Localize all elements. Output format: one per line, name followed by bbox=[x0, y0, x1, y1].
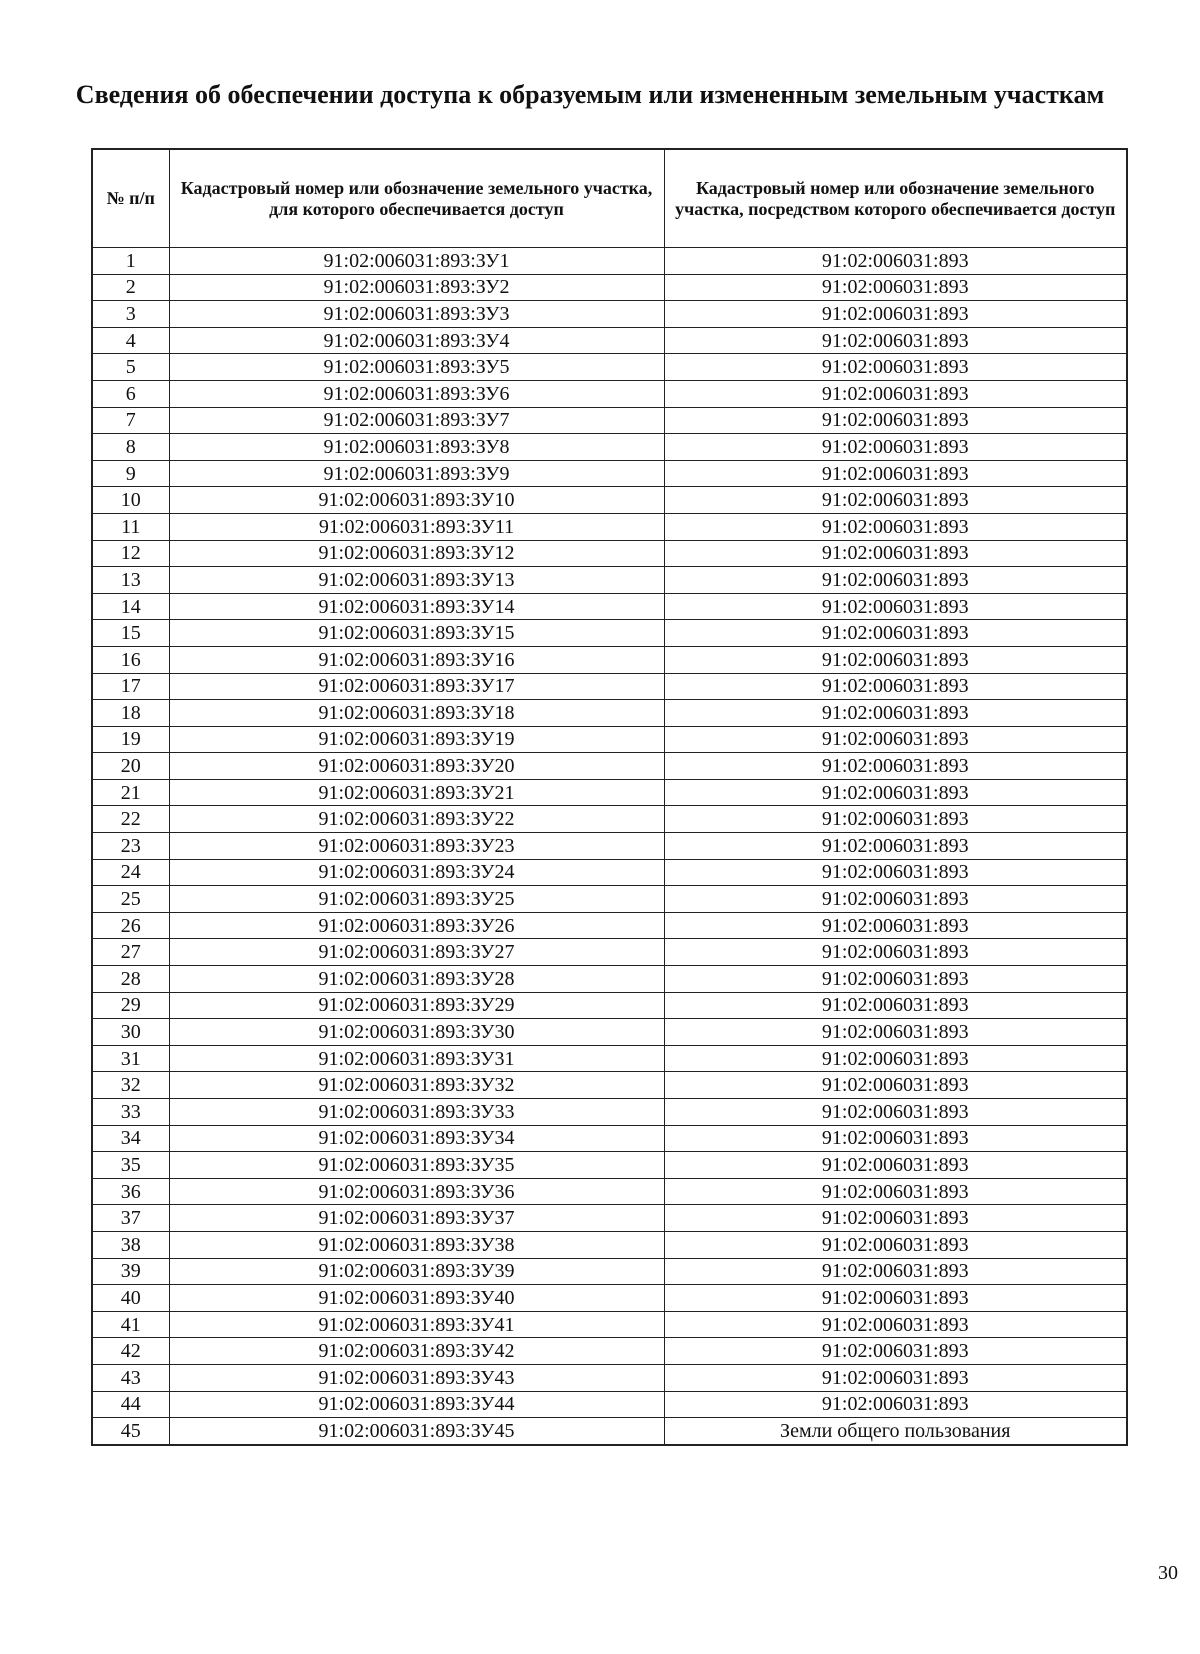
table-row bbox=[92, 966, 1127, 993]
cell-row-number: 32 bbox=[92, 1072, 169, 1099]
cell-target-parcel: 91:02:006031:893:ЗУ1 bbox=[169, 248, 664, 275]
cell-target-parcel: 91:02:006031:893:ЗУ22 bbox=[169, 806, 664, 833]
cell-target-parcel: 91:02:006031:893:ЗУ26 bbox=[169, 912, 664, 939]
table-row bbox=[92, 859, 1127, 886]
cell-access-parcel: 91:02:006031:893 bbox=[664, 1311, 1127, 1338]
cell-access-parcel: 91:02:006031:893 bbox=[664, 1338, 1127, 1365]
cell-access-parcel: 91:02:006031:893 bbox=[664, 620, 1127, 647]
table-row bbox=[92, 1364, 1127, 1391]
table-row bbox=[92, 779, 1127, 806]
cell-row-number: 17 bbox=[92, 673, 169, 700]
cell-target-parcel: 91:02:006031:893:ЗУ28 bbox=[169, 966, 664, 993]
header-row-number: № п/п bbox=[92, 149, 169, 248]
cell-row-number: 25 bbox=[92, 886, 169, 913]
cell-access-parcel: 91:02:006031:893 bbox=[664, 1178, 1127, 1205]
cell-row-number: 39 bbox=[92, 1258, 169, 1285]
cell-target-parcel: 91:02:006031:893:ЗУ10 bbox=[169, 487, 664, 514]
cell-row-number: 35 bbox=[92, 1152, 169, 1179]
cell-access-parcel: 91:02:006031:893 bbox=[664, 1019, 1127, 1046]
table-header-row bbox=[92, 149, 1127, 248]
table-header bbox=[92, 149, 1127, 248]
cell-target-parcel: 91:02:006031:893:ЗУ9 bbox=[169, 460, 664, 487]
cell-row-number: 11 bbox=[92, 513, 169, 540]
table-row bbox=[92, 939, 1127, 966]
cell-access-parcel: 91:02:006031:893 bbox=[664, 1152, 1127, 1179]
table-row bbox=[92, 1125, 1127, 1152]
cell-access-parcel: 91:02:006031:893 bbox=[664, 460, 1127, 487]
cell-row-number: 22 bbox=[92, 806, 169, 833]
cell-row-number: 23 bbox=[92, 833, 169, 860]
cell-target-parcel: 91:02:006031:893:ЗУ27 bbox=[169, 939, 664, 966]
cell-access-parcel: 91:02:006031:893 bbox=[664, 726, 1127, 753]
cell-target-parcel: 91:02:006031:893:ЗУ2 bbox=[169, 274, 664, 301]
table-row bbox=[92, 487, 1127, 514]
table-row bbox=[92, 1418, 1127, 1445]
cell-access-parcel: 91:02:006031:893 bbox=[664, 248, 1127, 275]
cell-access-parcel: 91:02:006031:893 bbox=[664, 1072, 1127, 1099]
cell-row-number: 26 bbox=[92, 912, 169, 939]
cell-target-parcel: 91:02:006031:893:ЗУ32 bbox=[169, 1072, 664, 1099]
cell-row-number: 40 bbox=[92, 1285, 169, 1312]
table-row bbox=[92, 248, 1127, 275]
cell-target-parcel: 91:02:006031:893:ЗУ23 bbox=[169, 833, 664, 860]
cell-row-number: 10 bbox=[92, 487, 169, 514]
cell-target-parcel: 91:02:006031:893:ЗУ36 bbox=[169, 1178, 664, 1205]
table-row bbox=[92, 1178, 1127, 1205]
cell-row-number: 7 bbox=[92, 407, 169, 434]
table-row bbox=[92, 646, 1127, 673]
cell-row-number: 45 bbox=[92, 1418, 169, 1445]
cell-access-parcel: 91:02:006031:893 bbox=[664, 859, 1127, 886]
cell-target-parcel: 91:02:006031:893:ЗУ43 bbox=[169, 1364, 664, 1391]
cell-target-parcel: 91:02:006031:893:ЗУ15 bbox=[169, 620, 664, 647]
cell-row-number: 33 bbox=[92, 1099, 169, 1126]
table-row bbox=[92, 700, 1127, 727]
table-row bbox=[92, 806, 1127, 833]
cell-target-parcel: 91:02:006031:893:ЗУ11 bbox=[169, 513, 664, 540]
cell-access-parcel: 91:02:006031:893 bbox=[664, 646, 1127, 673]
cell-access-parcel: 91:02:006031:893 bbox=[664, 966, 1127, 993]
table-row bbox=[92, 434, 1127, 461]
table-row bbox=[92, 540, 1127, 567]
table-row bbox=[92, 380, 1127, 407]
cell-target-parcel: 91:02:006031:893:ЗУ34 bbox=[169, 1125, 664, 1152]
table-row bbox=[92, 1019, 1127, 1046]
table-row bbox=[92, 1205, 1127, 1232]
table-row bbox=[92, 833, 1127, 860]
cell-target-parcel: 91:02:006031:893:ЗУ4 bbox=[169, 327, 664, 354]
cell-target-parcel: 91:02:006031:893:ЗУ6 bbox=[169, 380, 664, 407]
cell-target-parcel: 91:02:006031:893:ЗУ7 bbox=[169, 407, 664, 434]
cell-access-parcel: 91:02:006031:893 bbox=[664, 434, 1127, 461]
table-row bbox=[92, 1045, 1127, 1072]
cell-row-number: 2 bbox=[92, 274, 169, 301]
cell-row-number: 38 bbox=[92, 1231, 169, 1258]
cell-row-number: 16 bbox=[92, 646, 169, 673]
cell-access-parcel: 91:02:006031:893 bbox=[664, 354, 1127, 381]
cell-target-parcel: 91:02:006031:893:ЗУ21 bbox=[169, 779, 664, 806]
cell-row-number: 4 bbox=[92, 327, 169, 354]
cell-row-number: 27 bbox=[92, 939, 169, 966]
cell-target-parcel: 91:02:006031:893:ЗУ12 bbox=[169, 540, 664, 567]
cell-access-parcel: 91:02:006031:893 bbox=[664, 327, 1127, 354]
cell-target-parcel: 91:02:006031:893:ЗУ5 bbox=[169, 354, 664, 381]
cell-target-parcel: 91:02:006031:893:ЗУ30 bbox=[169, 1019, 664, 1046]
cell-target-parcel: 91:02:006031:893:ЗУ42 bbox=[169, 1338, 664, 1365]
cell-access-parcel: 91:02:006031:893 bbox=[664, 992, 1127, 1019]
table-row bbox=[92, 1391, 1127, 1418]
cell-target-parcel: 91:02:006031:893:ЗУ13 bbox=[169, 567, 664, 594]
table-row bbox=[92, 354, 1127, 381]
cell-access-parcel: 91:02:006031:893 bbox=[664, 753, 1127, 780]
cell-target-parcel: 91:02:006031:893:ЗУ40 bbox=[169, 1285, 664, 1312]
cell-access-parcel: 91:02:006031:893 bbox=[664, 1205, 1127, 1232]
cell-access-parcel: 91:02:006031:893 bbox=[664, 912, 1127, 939]
cell-target-parcel: 91:02:006031:893:ЗУ29 bbox=[169, 992, 664, 1019]
cell-access-parcel: 91:02:006031:893 bbox=[664, 301, 1127, 328]
table-row bbox=[92, 301, 1127, 328]
access-table bbox=[91, 148, 1128, 1446]
cell-target-parcel: 91:02:006031:893:ЗУ39 bbox=[169, 1258, 664, 1285]
cell-target-parcel: 91:02:006031:893:ЗУ41 bbox=[169, 1311, 664, 1338]
cell-row-number: 14 bbox=[92, 593, 169, 620]
cell-access-parcel: 91:02:006031:893 bbox=[664, 779, 1127, 806]
cell-row-number: 44 bbox=[92, 1391, 169, 1418]
cell-target-parcel: 91:02:006031:893:ЗУ33 bbox=[169, 1099, 664, 1126]
cell-row-number: 28 bbox=[92, 966, 169, 993]
cell-row-number: 42 bbox=[92, 1338, 169, 1365]
page-number: 30 bbox=[1158, 1562, 1178, 1584]
cell-row-number: 30 bbox=[92, 1019, 169, 1046]
table-row bbox=[92, 1231, 1127, 1258]
cell-row-number: 21 bbox=[92, 779, 169, 806]
table-row bbox=[92, 407, 1127, 434]
cell-access-parcel: 91:02:006031:893 bbox=[664, 567, 1127, 594]
cell-access-parcel: 91:02:006031:893 bbox=[664, 513, 1127, 540]
cell-access-parcel: 91:02:006031:893 bbox=[664, 886, 1127, 913]
table-row bbox=[92, 513, 1127, 540]
cell-row-number: 24 bbox=[92, 859, 169, 886]
cell-access-parcel: 91:02:006031:893 bbox=[664, 407, 1127, 434]
cell-access-parcel: 91:02:006031:893 bbox=[664, 593, 1127, 620]
cell-row-number: 18 bbox=[92, 700, 169, 727]
cell-row-number: 31 bbox=[92, 1045, 169, 1072]
table-row bbox=[92, 274, 1127, 301]
cell-target-parcel: 91:02:006031:893:ЗУ25 bbox=[169, 886, 664, 913]
cell-row-number: 15 bbox=[92, 620, 169, 647]
cell-access-parcel: 91:02:006031:893 bbox=[664, 1125, 1127, 1152]
access-table-wrapper bbox=[91, 148, 1126, 1446]
cell-target-parcel: 91:02:006031:893:ЗУ35 bbox=[169, 1152, 664, 1179]
table-row bbox=[92, 1258, 1127, 1285]
table-row bbox=[92, 620, 1127, 647]
cell-row-number: 37 bbox=[92, 1205, 169, 1232]
cell-row-number: 19 bbox=[92, 726, 169, 753]
cell-target-parcel: 91:02:006031:893:ЗУ31 bbox=[169, 1045, 664, 1072]
cell-target-parcel: 91:02:006031:893:ЗУ44 bbox=[169, 1391, 664, 1418]
table-row bbox=[92, 327, 1127, 354]
table-row bbox=[92, 886, 1127, 913]
cell-row-number: 36 bbox=[92, 1178, 169, 1205]
cell-access-parcel: 91:02:006031:893 bbox=[664, 1285, 1127, 1312]
cell-access-parcel: 91:02:006031:893 bbox=[664, 1231, 1127, 1258]
cell-row-number: 43 bbox=[92, 1364, 169, 1391]
cell-row-number: 41 bbox=[92, 1311, 169, 1338]
table-row bbox=[92, 460, 1127, 487]
cell-target-parcel: 91:02:006031:893:ЗУ8 bbox=[169, 434, 664, 461]
cell-target-parcel: 91:02:006031:893:ЗУ14 bbox=[169, 593, 664, 620]
cell-access-parcel: 91:02:006031:893 bbox=[664, 1045, 1127, 1072]
cell-access-parcel: 91:02:006031:893 bbox=[664, 274, 1127, 301]
cell-target-parcel: 91:02:006031:893:ЗУ45 bbox=[169, 1418, 664, 1445]
table-row bbox=[92, 673, 1127, 700]
cell-access-parcel: 91:02:006031:893 bbox=[664, 806, 1127, 833]
cell-row-number: 6 bbox=[92, 380, 169, 407]
cell-target-parcel: 91:02:006031:893:ЗУ24 bbox=[169, 859, 664, 886]
cell-target-parcel: 91:02:006031:893:ЗУ19 bbox=[169, 726, 664, 753]
table-row bbox=[92, 992, 1127, 1019]
cell-target-parcel: 91:02:006031:893:ЗУ20 bbox=[169, 753, 664, 780]
cell-target-parcel: 91:02:006031:893:ЗУ18 bbox=[169, 700, 664, 727]
cell-target-parcel: 91:02:006031:893:ЗУ17 bbox=[169, 673, 664, 700]
cell-row-number: 29 bbox=[92, 992, 169, 1019]
table-row bbox=[92, 1152, 1127, 1179]
cell-row-number: 34 bbox=[92, 1125, 169, 1152]
cell-access-parcel: 91:02:006031:893 bbox=[664, 487, 1127, 514]
table-row bbox=[92, 912, 1127, 939]
cell-access-parcel: 91:02:006031:893 bbox=[664, 380, 1127, 407]
table-body bbox=[92, 248, 1127, 1445]
cell-row-number: 3 bbox=[92, 301, 169, 328]
table-row bbox=[92, 1338, 1127, 1365]
cell-access-parcel: 91:02:006031:893 bbox=[664, 1364, 1127, 1391]
table-row bbox=[92, 753, 1127, 780]
cell-access-parcel: 91:02:006031:893 bbox=[664, 1099, 1127, 1126]
cell-access-parcel: 91:02:006031:893 bbox=[664, 673, 1127, 700]
cell-row-number: 13 bbox=[92, 567, 169, 594]
header-target-parcel: Кадастровый номер или обозначение земельного участка, для которого обеспечивается доступ bbox=[169, 149, 664, 248]
cell-access-parcel: 91:02:006031:893 bbox=[664, 939, 1127, 966]
cell-target-parcel: 91:02:006031:893:ЗУ38 bbox=[169, 1231, 664, 1258]
table-row bbox=[92, 726, 1127, 753]
table-row bbox=[92, 1311, 1127, 1338]
cell-row-number: 12 bbox=[92, 540, 169, 567]
document-title: Сведения об обеспечении доступа к образуемым или измененным земельным участкам bbox=[75, 80, 1105, 109]
cell-row-number: 1 bbox=[92, 248, 169, 275]
table-row bbox=[92, 1099, 1127, 1126]
cell-access-parcel: 91:02:006031:893 bbox=[664, 540, 1127, 567]
cell-row-number: 9 bbox=[92, 460, 169, 487]
table-row bbox=[92, 593, 1127, 620]
cell-access-parcel: 91:02:006031:893 bbox=[664, 833, 1127, 860]
cell-row-number: 5 bbox=[92, 354, 169, 381]
cell-target-parcel: 91:02:006031:893:ЗУ3 bbox=[169, 301, 664, 328]
header-access-parcel: Кадастровый номер или обозначение земельного участка, посредством которого обеспечивается доступ bbox=[664, 149, 1127, 248]
cell-row-number: 20 bbox=[92, 753, 169, 780]
cell-access-parcel: 91:02:006031:893 bbox=[664, 700, 1127, 727]
cell-access-parcel: Земли общего пользования bbox=[664, 1418, 1127, 1445]
cell-target-parcel: 91:02:006031:893:ЗУ37 bbox=[169, 1205, 664, 1232]
table-row bbox=[92, 1285, 1127, 1312]
table-row bbox=[92, 567, 1127, 594]
cell-target-parcel: 91:02:006031:893:ЗУ16 bbox=[169, 646, 664, 673]
cell-access-parcel: 91:02:006031:893 bbox=[664, 1391, 1127, 1418]
cell-access-parcel: 91:02:006031:893 bbox=[664, 1258, 1127, 1285]
cell-row-number: 8 bbox=[92, 434, 169, 461]
table-row bbox=[92, 1072, 1127, 1099]
